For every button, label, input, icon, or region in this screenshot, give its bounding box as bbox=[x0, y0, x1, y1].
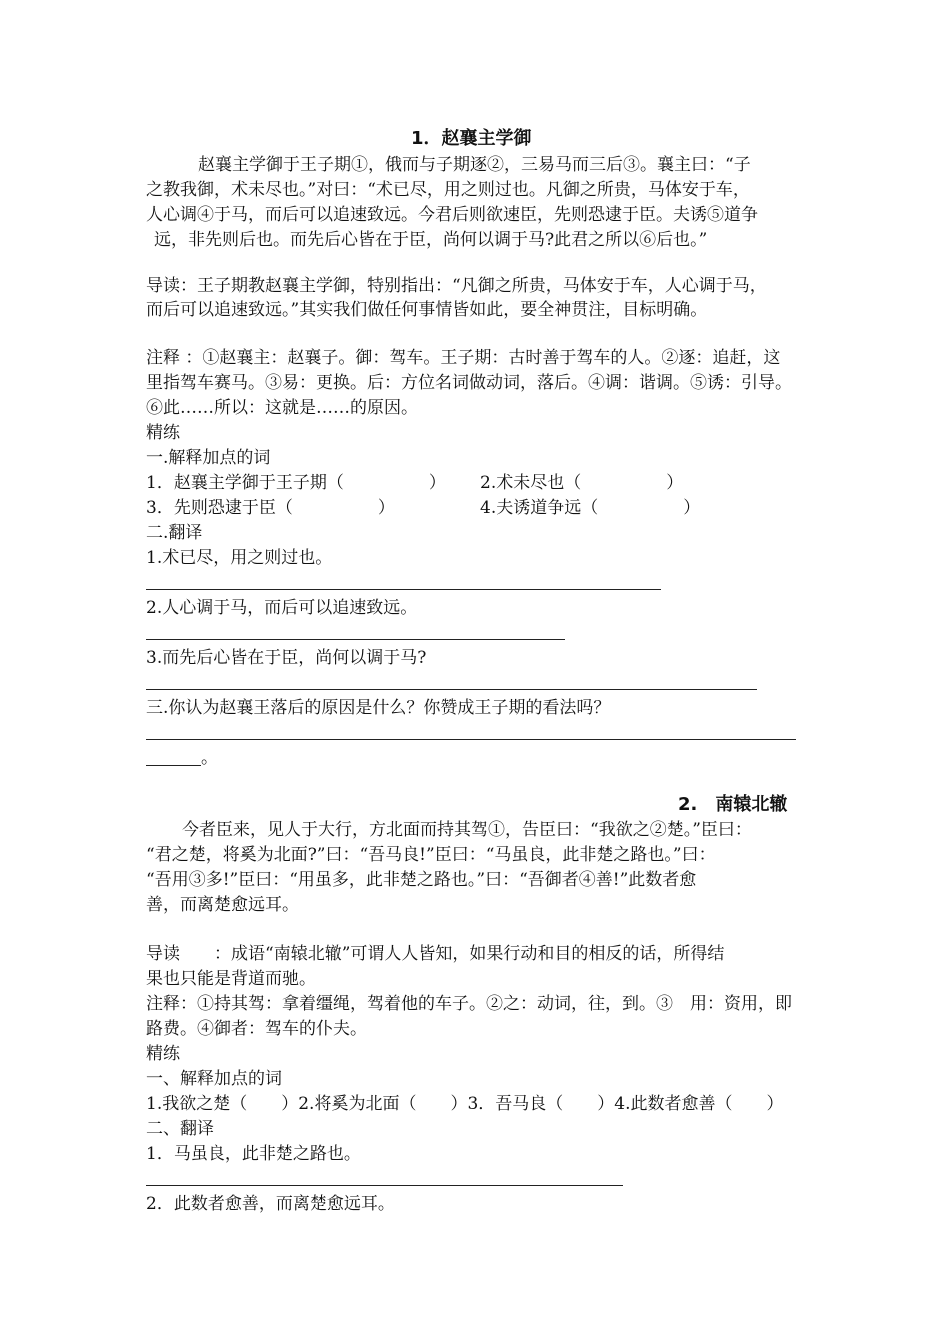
section1-question-4: 4.夫诱道争远（ ） bbox=[480, 498, 701, 518]
section1-passage-line: 之教我御，术未尽也。”对曰：“术已尽，用之则过也。凡御之所贵，马体安于车， bbox=[146, 180, 750, 200]
section1-part2-label: 二.翻译 bbox=[146, 523, 203, 543]
section2-translate-2: 2．此数者愈善，而离楚愈远耳。 bbox=[146, 1194, 395, 1214]
section2-note-line: 路费。④御者：驾车的仆夫。 bbox=[146, 1019, 367, 1039]
answer-line[interactable] bbox=[146, 689, 757, 690]
section1-part3-label: 三.你认为赵襄王落后的原因是什么？你赞成王子期的看法吗？ bbox=[146, 698, 611, 718]
answer-line[interactable] bbox=[146, 1185, 623, 1186]
section2-part2-label: 二、翻译 bbox=[146, 1119, 214, 1139]
section1-question-3: 3．先则恐逮于臣（ ） bbox=[146, 498, 395, 518]
section1-translate-2: 2.人心调于马，而后可以追速致远。 bbox=[146, 598, 418, 618]
section2-guide-line: 果也只能是背道而驰。 bbox=[146, 969, 316, 989]
section1-passage-line: 人心调④于马，而后可以追速致远。今君后则欲速臣，先则恐逮于臣。夫诱⑤道争 bbox=[146, 205, 758, 225]
answer-line[interactable] bbox=[146, 639, 565, 640]
section1-question-1: 1．赵襄主学御于王子期（ ） bbox=[146, 473, 446, 493]
section2-guide-line: 导读 ：成语“南辕北辙”可谓人人皆知，如果行动和目的相反的话，所得结 bbox=[146, 944, 725, 964]
section2-passage-line: “吾用③多!”臣曰：“用虽多，此非楚之路也。”曰：“吾御者④善!”此数者愈 bbox=[146, 870, 697, 890]
section2-note-line: 注释：①持其驾：拿着缰绳，驾着他的车子。②之：动词，往，到。③ 用：资用，即 bbox=[146, 994, 792, 1014]
section2-question-line: 1.我欲之楚（ ）2.将奚为北面（ ）3．吾马良（ ）4.此数者愈善（ ） bbox=[146, 1094, 784, 1114]
section2-practice-label: 精练 bbox=[146, 1044, 180, 1064]
section1-note-line: ⑥此……所以：这就是……的原因。 bbox=[146, 398, 418, 418]
section1-title: 1．赵襄主学御 bbox=[411, 128, 532, 149]
section1-note-line: 注释 ：①赵襄主：赵襄子。御：驾车。王子期：古时善于驾车的人。②逐：追赶，这 bbox=[146, 348, 781, 368]
section2-part1-label: 一、解释加点的词 bbox=[146, 1069, 282, 1089]
section2-passage-line: 善，而离楚愈远耳。 bbox=[146, 895, 299, 915]
section2-passage-line: 今者臣来，见人于大行，方北面而持其驾①，告臣曰：“我欲之②楚。”臣曰： bbox=[182, 820, 752, 840]
section1-translate-3: 3.而先后心皆在于臣，尚何以调于马? bbox=[146, 648, 427, 668]
section1-guide-line: 导读：王子期教赵襄主学御，特别指出：“凡御之所贵，马体安于车，人心调于马， bbox=[146, 276, 767, 296]
section1-part1-label: 一.解释加点的词 bbox=[146, 448, 271, 468]
section1-end-mark: 。 bbox=[201, 748, 218, 768]
section2-title: 2. 南辕北辙 bbox=[678, 794, 788, 815]
section1-note-line: 里指驾车赛马。③易：更换。后：方位名词做动词，落后。④调：谐调。⑤诱：引导。 bbox=[146, 373, 792, 393]
section1-translate-1: 1.术已尽，用之则过也。 bbox=[146, 548, 333, 568]
section1-guide-line: 而后可以追速致远。”其实我们做任何事情皆如此，要全神贯注，目标明确。 bbox=[146, 300, 708, 320]
section1-passage-line: 赵襄主学御于王子期①，俄而与子期逐②，三易马而三后③。襄主曰：“子 bbox=[198, 155, 751, 175]
section1-passage-line: 远，非先则后也。而先后心皆在于臣，尚何以调于马?此君之所以⑥后也。” bbox=[154, 230, 708, 250]
answer-line[interactable] bbox=[146, 765, 201, 766]
section2-passage-line: “君之楚，将奚为北面?”曰：“吾马良!”臣曰：“马虽良，此非楚之路也。”曰： bbox=[146, 845, 716, 865]
section1-question-2: 2.术未尽也（ ） bbox=[480, 473, 684, 493]
section2-translate-1: 1．马虽良，此非楚之路也。 bbox=[146, 1144, 361, 1164]
answer-line[interactable] bbox=[146, 589, 661, 590]
section1-practice-label: 精练 bbox=[146, 423, 180, 443]
answer-line[interactable] bbox=[146, 739, 796, 740]
